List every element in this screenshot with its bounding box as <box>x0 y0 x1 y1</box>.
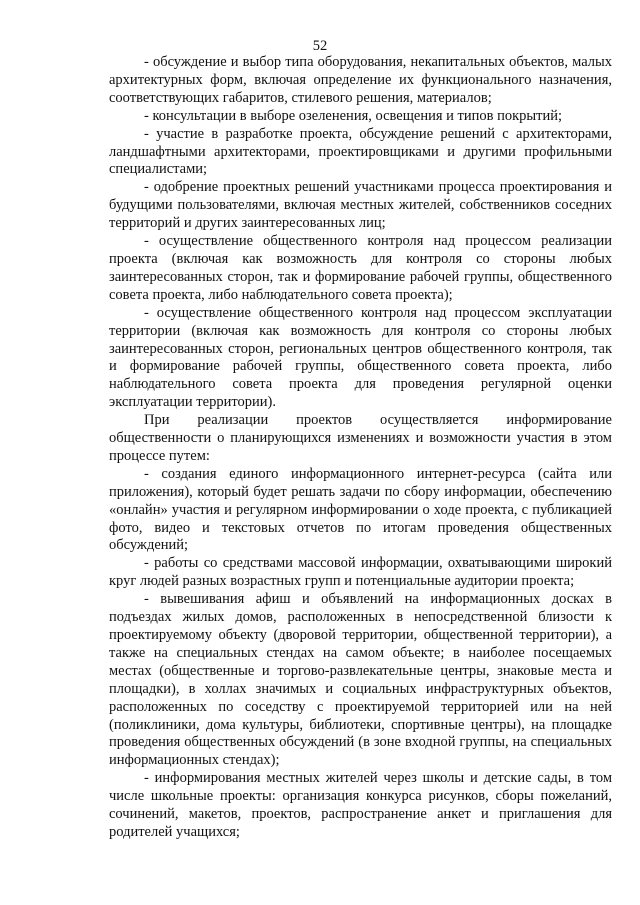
paragraph: - одобрение проектных решений участниками процесса проектирования и будущими пользователями, включая местных жителей, собственников соседних территорий и других заинтересованных лиц; <box>109 179 612 232</box>
body-text <box>109 54 612 842</box>
paragraph: - обсуждение и выбор типа оборудования, некапитальных объектов, малых архитектурных форм, включая определение их функционального назначения, соответствующих габаритов, стилевого решения, материалов; <box>109 54 612 106</box>
paragraph: - информирования местных жителей через школы и детские сады, в том числе школьные проекты: организация конкурса рисунков, сборы пожеланий, сочинений, макетов, проектов, распространение анкет и приглашения для родителей учащихся; <box>109 770 612 840</box>
paragraph: - участие в разработке проекта, обсуждение решений с архитекторами, ландшафтными архитекторами, проектировщиками и другими профильными специалистами; <box>109 125 612 178</box>
page-number: 52 <box>312 38 328 54</box>
paragraph: - работы со средствами массовой информации, охватывающими широкий круг людей разных возрастных групп и потенциальные аудитории проекта; <box>109 555 612 590</box>
paragraph: - консультации в выборе озеленения, освещения и типов покрытий; <box>144 107 563 124</box>
paragraph: - осуществление общественного контроля над процессом реализации проекта (включая как возможность для контроля со стороны любых заинтересованных сторон, так и формирование рабочей группы, общественного совета проекта, либо наблюдательного совета проекта); <box>109 233 612 303</box>
paragraph: - создания единого информационного интернет-ресурса (сайта или приложения), который будет решать задачи по сбору информации, обеспечению «онлайн» участия и регулярном информировании о ходе проекта, с публикацией фото, видео и текстовых отчетов по итогам проведения общественных обсуждений; <box>109 465 612 554</box>
paragraph: - осуществление общественного контроля над процессом эксплуатации территории (включая как возможность для контроля со стороны любых заинтересованных сторон, региональных центров общественного контроля, так и формирование рабочей группы, общественного совета проекта, либо наблюдательного совета проекта для проведения регулярной оценки эксплуатации территории). <box>109 304 612 411</box>
paragraph: - вывешивания афиш и объявлений на информационных досках в подъездах жилых домов, расположенных в непосредственной близости к проектируемому объекту (дворовой территории, общественной территории), а также на специальных стендах на самом объекте; в наиболее посещаемых местах (общественные и торгово-развлекательные центры, знаковые места и площадки), в холлах значимых и социальных инфраструктурных объектов, расположенных по соседству с проектируемой территорией или на ней (поликлиники, дома культуры, библиотеки, спортивные центры), на площадке проведения общественных обсуждений (в зоне входной группы, на специальных информационных стендах); <box>109 591 612 769</box>
paragraph: При реализации проектов осуществляется информирование общественности о планирующихся изменениях и возможности участия в этом процессе путем: <box>109 412 612 464</box>
